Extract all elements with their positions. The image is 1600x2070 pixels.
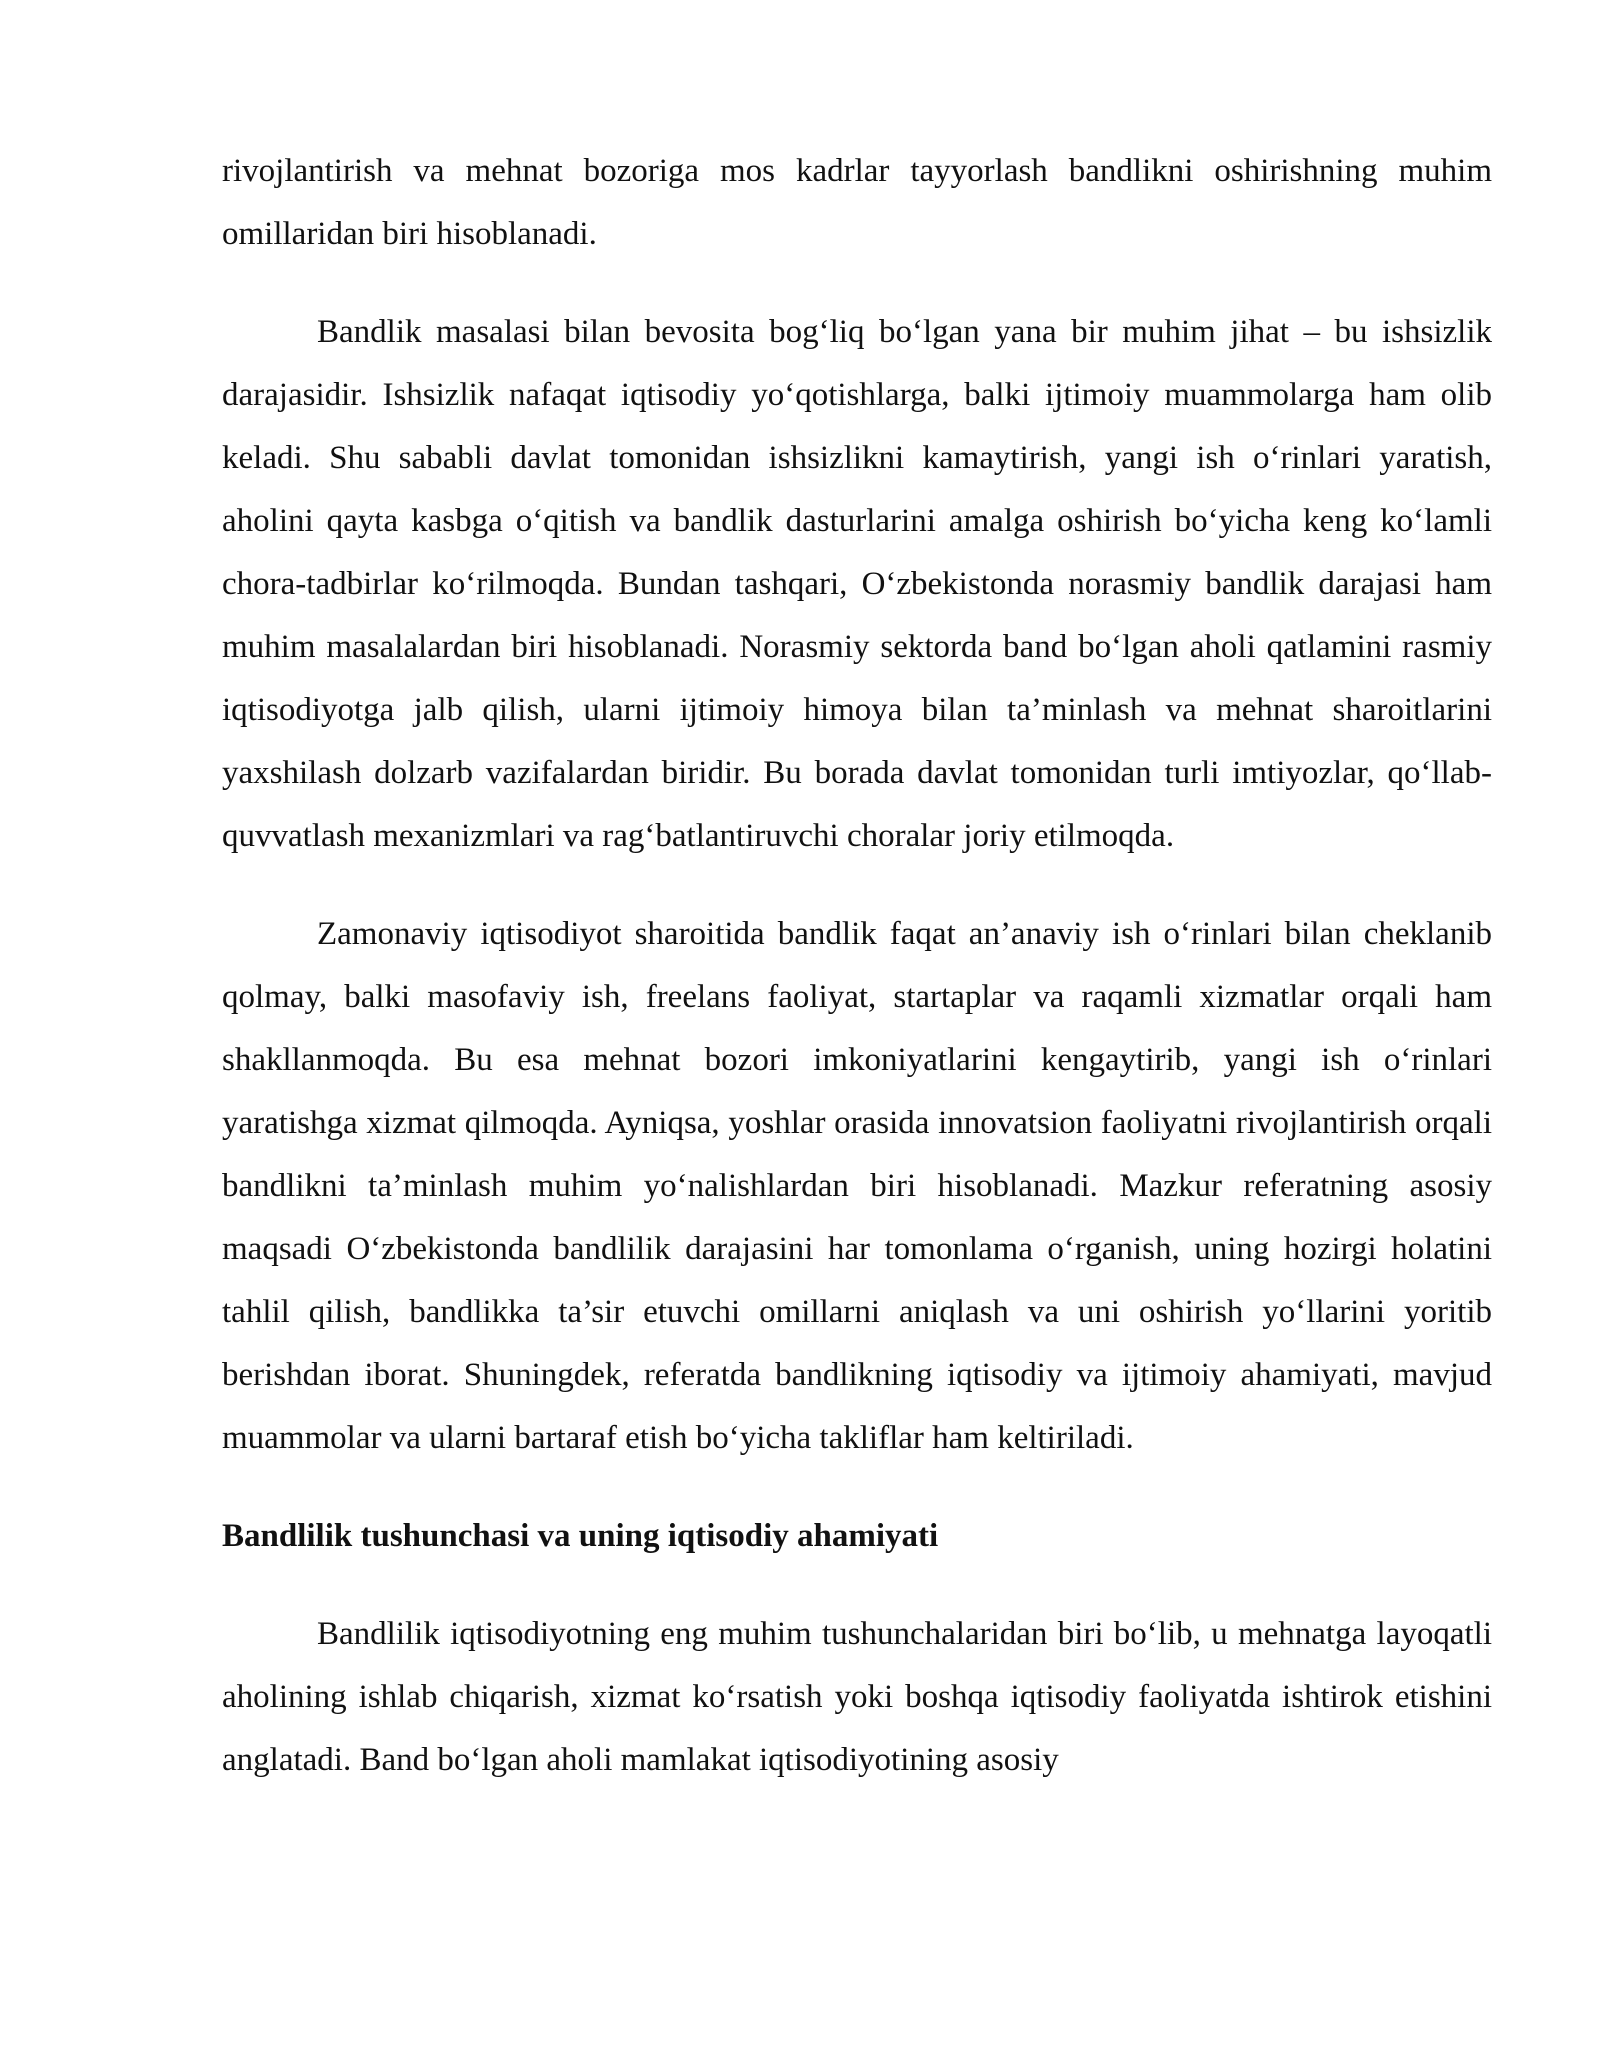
- paragraph-definition: Bandlilik iqtisodiyotning eng muhim tushunchalaridan biri bo‘lib, u mehnatga layoqatli aholining ishlab chiqarish, xizmat ko‘rsatish yoki boshqa iqtisodiy faoliyatda ishtirok etishini anglatadi. Band bo‘lgan aholi mamlakat iqtisodiyotining asosiy: [222, 1616, 1492, 1778]
- paragraph-unemployment: Bandlik masalasi bilan bevosita bog‘liq bo‘lgan yana bir muhim jihat – bu ishsizlik darajasidir. Ishsizlik nafaqat iqtisodiy yo‘qotishlarga, balki ijtimoiy muammolarga ham olib keladi. Shu sababli davlat tomonidan ishsizlikni kamaytirish, yangi ish o‘rinlari yaratish, aholini qayta kasbga o‘qitish va bandlik dasturlarini amalga oshirish bo‘yicha keng ko‘lamli chora-tadbirlar ko‘rilmoqda. Bundan tashqari, O‘zbekistonda norasmiy bandlik darajasi ham muhim masalalardan biri hisoblanadi. Norasmiy sektorda band bo‘lgan aholi qatlamini rasmiy iqtisodiyotga jalb qilish, ularni ijtimoiy himoya bilan ta’minlash va mehnat sharoitlarini yaxshilash dolzarb vazifalardan biridir. Bu borada davlat tomonidan turli imtiyozlar, qo‘llab-quvvatlash mexanizmlari va rag‘batlantiruvchi choralar joriy etilmoqda.: [222, 314, 1492, 854]
- document-page: [222, 140, 1492, 1827]
- paragraph-modern-employment: Zamonaviy iqtisodiyot sharoitida bandlik faqat an’anaviy ish o‘rinlari bilan cheklanib qolmay, balki masofaviy ish, freelans faoliyat, startaplar va raqamli xizmatlar orqali ham shakllanmoqda. Bu esa mehnat bozori imkoniyatlarini kengaytirib, yangi ish o‘rinlari yaratishga xizmat qilmoqda. Ayniqsa, yoshlar orasida innovatsion faoliyatni rivojlantirish orqali bandlikni ta’minlash muhim yo‘nalishlardan biri hisoblanadi. Mazkur referatning asosiy maqsadi O‘zbekistonda bandlilik darajasini har tomonlama o‘rganish, uning hozirgi holatini tahlil qilish, bandlikka ta’sir etuvchi omillarni aniqlash va uni oshirish yo‘llarini yoritib berishdan iborat. Shuningdek, referatda bandlikning iqtisodiy va ijtimoiy ahamiyati, mavjud muammolar va ularni bartaraf etish bo‘yicha takliflar ham keltiriladi.: [222, 916, 1492, 1456]
- section-heading: Bandlilik tushunchasi va uning iqtisodiy ahamiyati: [222, 1518, 939, 1554]
- paragraph-continuation: rivojlantirish va mehnat bozoriga mos kadrlar tayyorlash bandlikni oshirishning muhim omillaridan biri hisoblanadi.: [222, 153, 1492, 252]
